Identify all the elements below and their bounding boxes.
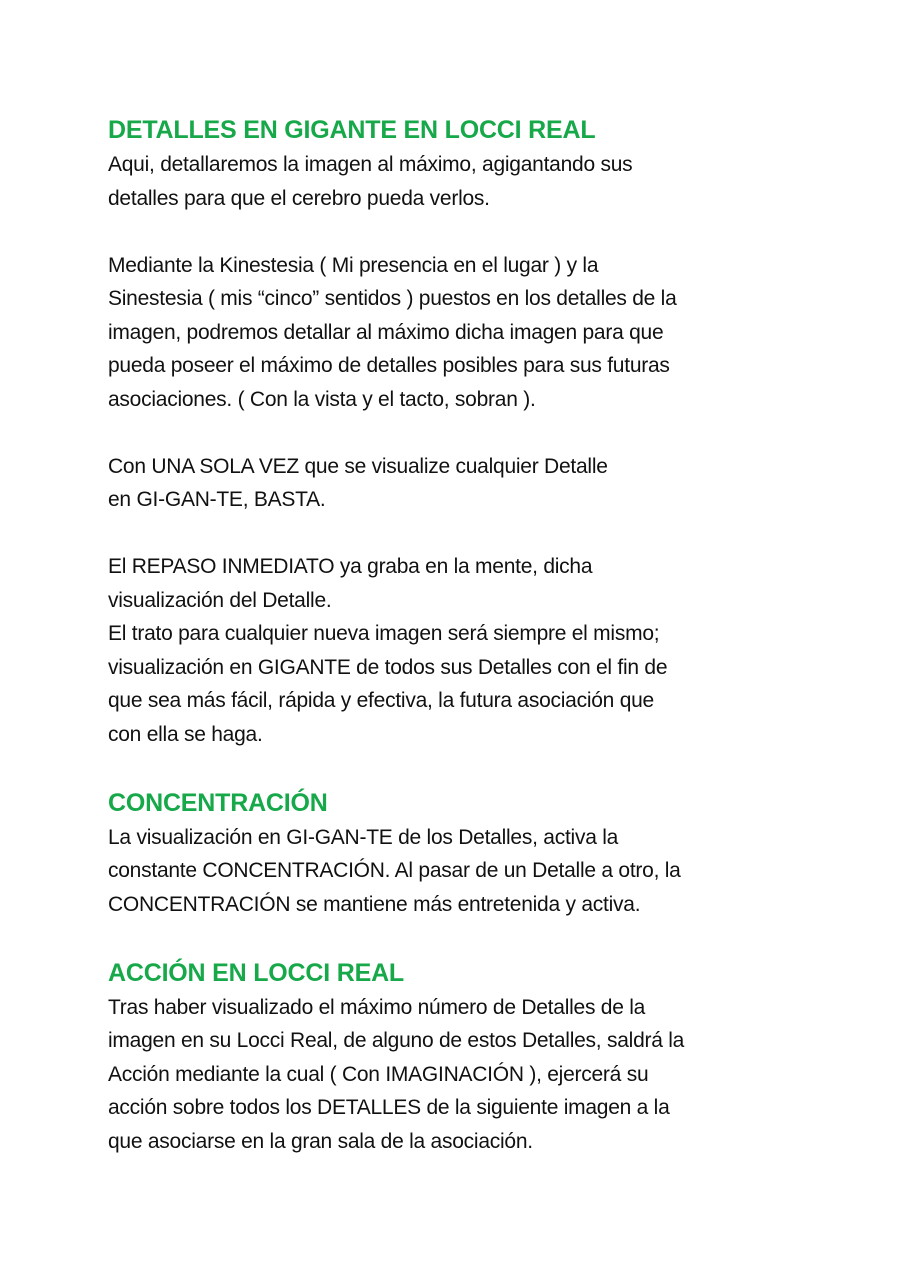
paragraph-gap <box>108 921 808 955</box>
paragraph-line: acción sobre todos los DETALLES de la siguiente imagen a la <box>108 1096 670 1119</box>
paragraph-line: Mediante la Kinestesia ( Mi presencia en el lugar ) y la <box>108 253 599 277</box>
paragraph-line: detalles para que el cerebro pueda verlos. <box>108 186 490 210</box>
paragraph-line: Sinestesia ( mis “cinco” sentidos ) puestos en los detalles de la <box>108 287 677 310</box>
paragraph-line: pueda poseer el máximo de detalles posibles para sus futuras <box>108 354 670 377</box>
paragraph-line: CONCENTRACIÓN se mantiene más entretenida y activa. <box>108 892 641 916</box>
document-page <box>108 112 808 1158</box>
heading-concentracion: CONCENTRACIÓN <box>108 788 328 817</box>
paragraph-gap <box>108 751 808 785</box>
paragraph-line: La visualización en GI-GAN-TE de los Detalles, activa la <box>108 825 619 849</box>
paragraph-line: Acción mediante la cual ( Con IMAGINACIÓN ), ejercerá su <box>108 1062 649 1086</box>
paragraph-line: visualización del Detalle. <box>108 588 332 612</box>
heading-accion-en-locci-real: ACCIÓN EN LOCCI REAL <box>108 958 405 987</box>
heading-detalles-en-gigante: DETALLES EN GIGANTE EN LOCCI REAL <box>108 116 596 144</box>
paragraph-gap <box>108 215 808 249</box>
paragraph-line: Con UNA SOLA VEZ que se visualize cualquier Detalle <box>108 454 608 478</box>
paragraph-line: que asociarse en la gran sala de la asociación. <box>108 1129 533 1153</box>
paragraph-line: que sea más fácil, rápida y efectiva, la futura asociación que <box>108 689 654 712</box>
paragraph-line: con ella se haga. <box>108 722 263 746</box>
paragraph-line: asociaciones. ( Con la vista y el tacto, sobran ). <box>108 387 536 411</box>
paragraph-line: El trato para cualquier nueva imagen será siempre el mismo; <box>108 622 660 645</box>
paragraph-gap <box>108 416 808 450</box>
paragraph-line: visualización en GIGANTE de todos sus Detalles con el fin de <box>108 655 668 679</box>
paragraph-line: El REPASO INMEDIATO ya graba en la mente, dicha <box>108 555 593 578</box>
paragraph-gap <box>108 517 808 551</box>
paragraph-line: en GI-GAN-TE, BASTA. <box>108 488 326 511</box>
paragraph-line: imagen, podremos detallar al máximo dicha imagen para que <box>108 320 664 344</box>
paragraph-line: imagen en su Locci Real, de alguno de estos Detalles, saldrá la <box>108 1029 685 1052</box>
paragraph-line: Tras haber visualizado el máximo número de Detalles de la <box>108 995 646 1019</box>
paragraph-line: constante CONCENTRACIÓN. Al pasar de un Detalle a otro, la <box>108 859 681 882</box>
paragraph-line: Aqui, detallaremos la imagen al máximo, agigantando sus <box>108 153 633 176</box>
